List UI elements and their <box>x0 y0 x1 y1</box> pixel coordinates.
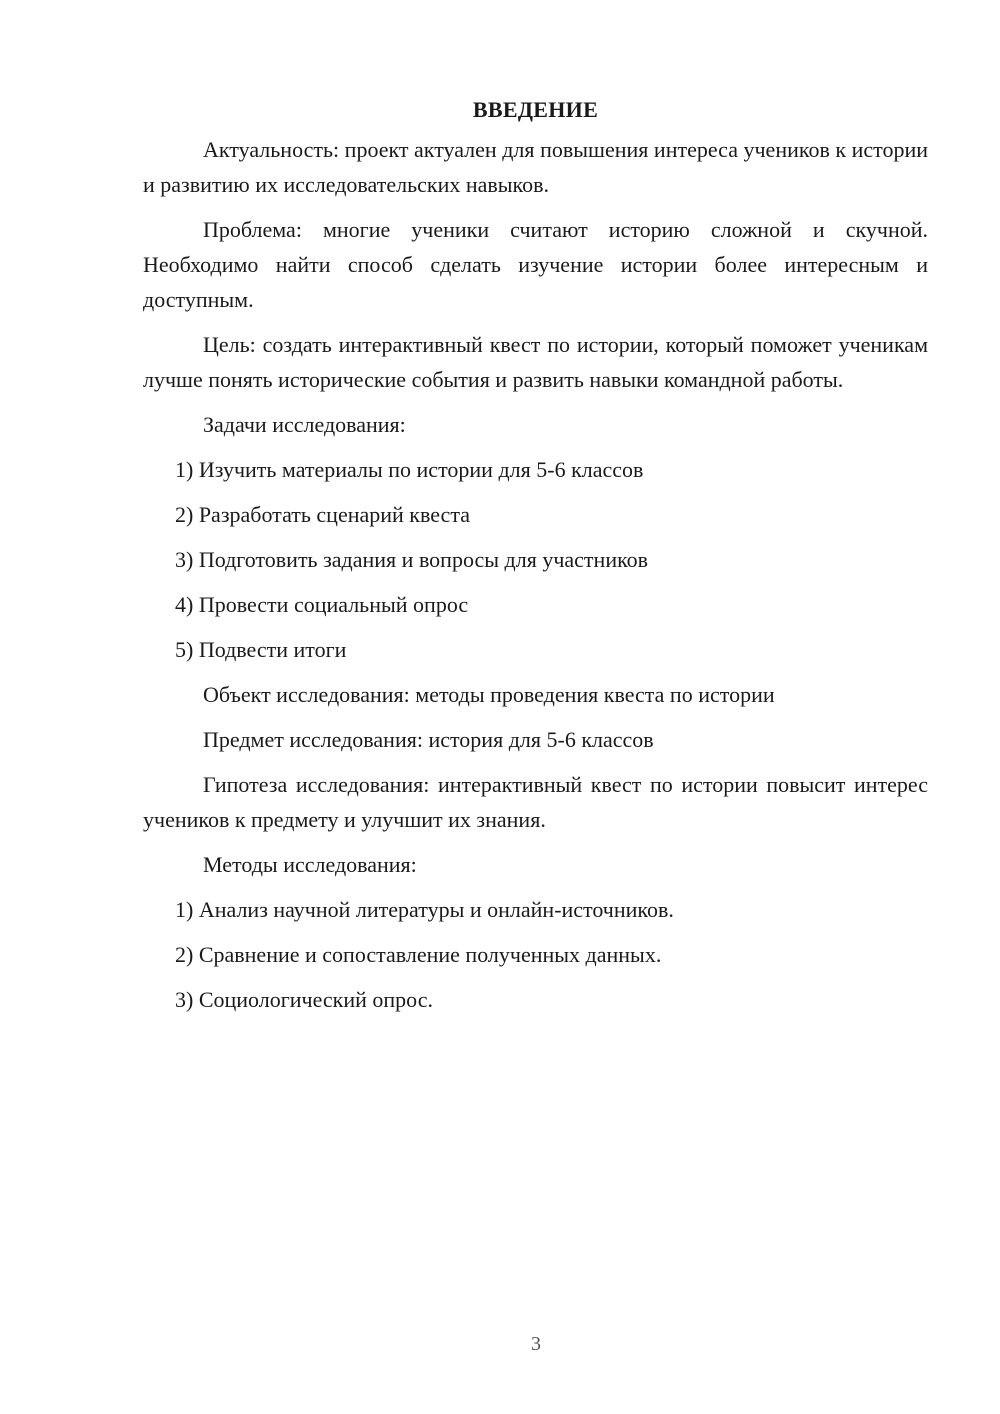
section-title: ВВЕДЕНИЕ <box>472 97 599 122</box>
tasks-heading: Задачи исследования: <box>203 412 406 437</box>
page-content <box>143 92 928 1027</box>
task-item: 4) Провести социальный опрос <box>175 592 469 617</box>
problem-paragraph: Проблема: многие ученики считают историю сложной и скучной. Необходимо найти способ сделать изучение истории более интересным и доступным. <box>143 217 928 312</box>
goal-paragraph: Цель: создать интерактивный квест по истории, который поможет ученикам лучше понять исторические события и развить навыки командной работы. <box>143 332 928 392</box>
page-number: 3 <box>531 1333 541 1355</box>
method-item: 2) Сравнение и сопоставление полученных данных. <box>175 942 662 967</box>
task-item: 2) Разработать сценарий квеста <box>175 502 470 527</box>
task-item: 5) Подвести итоги <box>175 637 347 662</box>
relevance-paragraph: Актуальность: проект актуален для повышения интереса учеников к истории и развитию их исследовательских навыков. <box>143 137 928 197</box>
subject-paragraph: Предмет исследования: история для 5-6 классов <box>203 727 654 752</box>
tasks-list <box>143 452 928 667</box>
methods-heading: Методы исследования: <box>203 852 417 877</box>
methods-list <box>143 892 928 1017</box>
method-item: 3) Социологический опрос. <box>175 987 433 1012</box>
method-item: 1) Анализ научной литературы и онлайн-источников. <box>175 897 674 922</box>
task-item: 1) Изучить материалы по истории для 5-6 классов <box>175 457 644 482</box>
hypothesis-paragraph: Гипотеза исследования: интерактивный квест по истории повысит интерес учеников к предмету и улучшит их знания. <box>143 772 928 832</box>
object-paragraph: Объект исследования: методы проведения квеста по истории <box>203 682 775 707</box>
task-item: 3) Подготовить задания и вопросы для участников <box>175 547 649 572</box>
